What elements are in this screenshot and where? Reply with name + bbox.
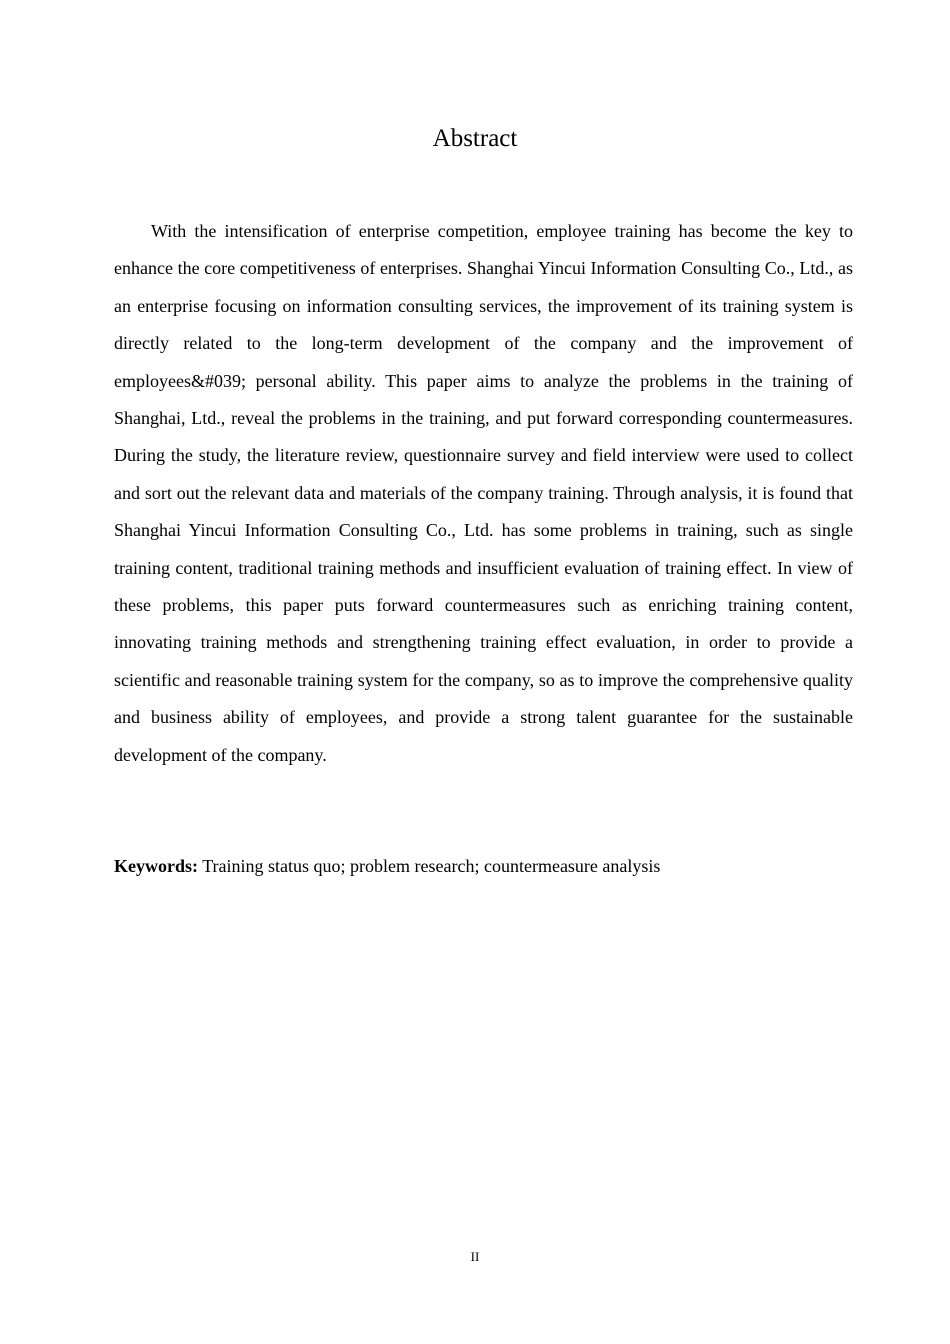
- page-number: II: [470, 1249, 480, 1264]
- keywords-label: Keywords:: [114, 856, 198, 876]
- page-title: Abstract: [432, 125, 518, 152]
- keywords-text: Training status quo; problem research; countermeasure analysis: [202, 856, 661, 876]
- keywords-line: [114, 851, 853, 881]
- abstract-body: With the intensification of enterprise competition, employee training has become the key to enhance the core competitiveness of enterprises. Shanghai Yincui Information Consulting Co., Ltd., as an enterprise focusing on information consulting services, the improvement of its training system is directly related to the long-term development of the company and the improvement of employees&#039; personal ability. This paper aims to analyze the problems in the training of Shanghai, Ltd., reveal the problems in the training, and put forward corresponding countermeasures. During the study, the literature review, questionnaire survey and field interview were used to collect and sort out the relevant data and materials of the company training. Through analysis, it is found that Shanghai Yincui Information Consulting Co., Ltd. has some problems in training, such as single training content, traditional training methods and insufficient evaluation of training effect. In view of these problems, this paper puts forward countermeasures such as enriching training content, innovating training methods and strengthening training effect evaluation, in order to provide a scientific and reasonable training system for the company, so as to improve the comprehensive quality and business ability of employees, and provide a strong talent guarantee for the sustainable development of the company.: [114, 221, 853, 765]
